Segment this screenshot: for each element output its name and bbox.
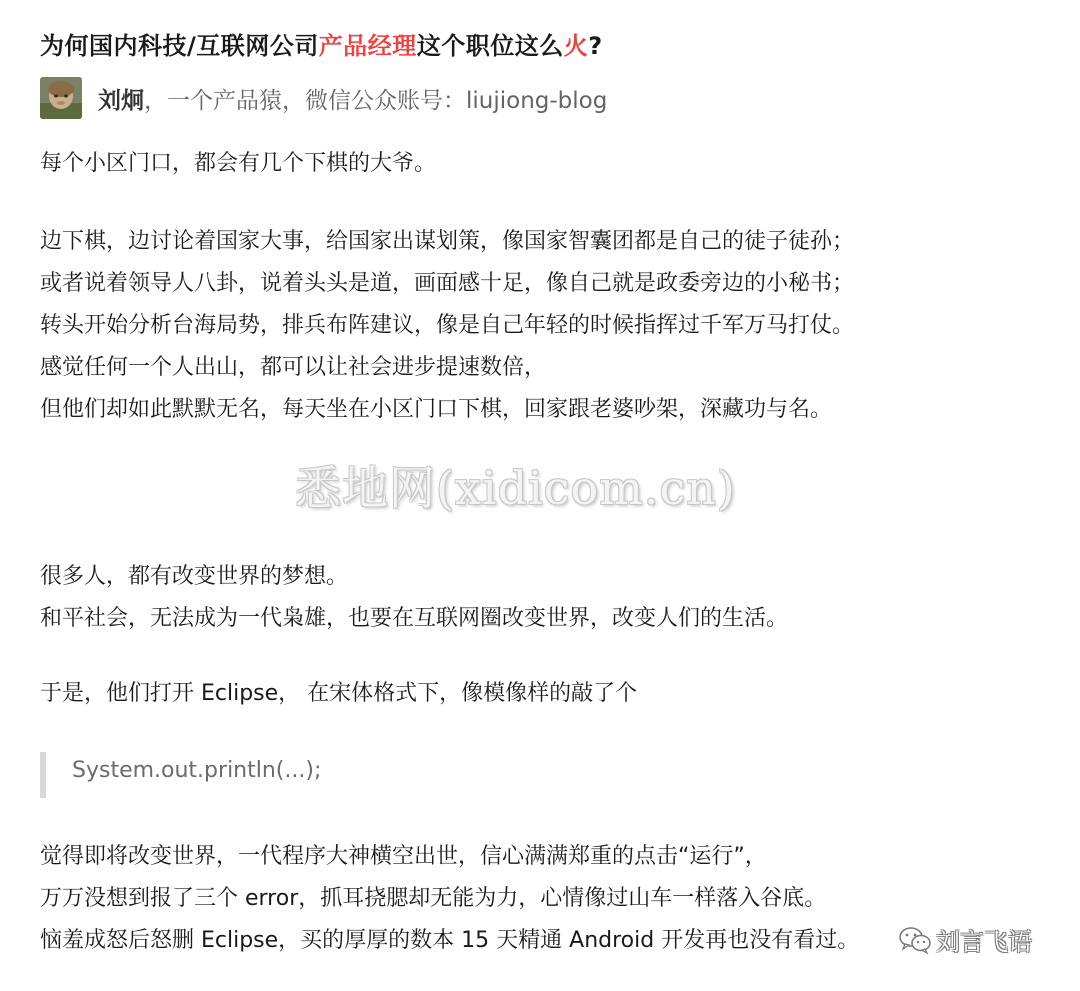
paragraph-3 <box>40 556 788 640</box>
paragraph-line: 和平社会，无法成为一代枭雄，也要在互联网圈改变世界，改变人们的生活。 <box>40 606 789 631</box>
title-part-1: 为何国内科技/互联网公司 <box>40 32 319 60</box>
paragraph-line: 万万没想到报了三个 error，抓耳挠腮却无能为力，心情像过山车一样落入谷底。 <box>40 886 827 911</box>
paragraph-1 <box>40 143 436 185</box>
paragraph-2 <box>40 221 854 431</box>
title-highlight-product-manager: 产品经理 <box>318 32 417 60</box>
title-part-2: 这个职位这么 <box>416 32 564 60</box>
paragraph-line: 或者说着领导人八卦，说着头头是道，画面感十足，像自己就是政委旁边的小秘书； <box>40 271 855 296</box>
paragraph-line: 觉得即将改变世界，一代程序大神横空出世，信心满满郑重的点击“运行”， <box>40 844 767 869</box>
author-bio: ，一个产品猿，微信公众账号：liujiong-blog <box>144 87 608 114</box>
avatar-photo-icon <box>40 77 82 119</box>
paragraph-5 <box>40 836 859 962</box>
paragraph-line: 每个小区门口，都会有几个下棋的大爷。 <box>40 151 437 176</box>
author-name[interactable]: 刘炯 <box>98 87 144 114</box>
wechat-watermark-text: 刘言飞语 <box>936 928 1032 956</box>
author-row <box>40 76 607 120</box>
paragraph-line: 很多人，都有改变世界的梦想。 <box>40 564 349 589</box>
paragraph-line: 感觉任何一个人出山，都可以让社会进步提速数倍， <box>40 355 547 380</box>
paragraph-line: 转头开始分析台海局势，排兵布阵建议，像是自己年轻的时候指挥过千军万马打仗。 <box>40 313 855 338</box>
paragraph-line: 边下棋，边讨论着国家大事，给国家出谋划策，像国家智囊团都是自己的徒子徒孙； <box>40 229 855 254</box>
code-text: System.out.println(...); <box>72 758 322 783</box>
paragraph-line: 但他们却如此默默无名，每天坐在小区门口下棋，回家跟老婆吵架，深藏功与名。 <box>40 397 833 422</box>
paragraph-line: 恼羞成怒后怒删 Eclipse，买的厚厚的数本 15 天精通 Android 开发再也没有看过。 <box>40 928 860 953</box>
title-highlight-fire: 火 <box>563 32 589 60</box>
site-watermark: 悉地网(xidicom.cn) <box>295 461 736 515</box>
article-title <box>40 26 603 61</box>
paragraph-4 <box>40 673 637 715</box>
wechat-watermark <box>898 922 1032 957</box>
author-avatar[interactable] <box>40 77 82 119</box>
title-part-3: ? <box>588 32 603 60</box>
code-blockquote <box>40 752 1026 798</box>
paragraph-line: 于是，他们打开 Eclipse， 在宋体格式下，像模像样的敲了个 <box>40 681 638 706</box>
wechat-icon <box>898 925 932 955</box>
